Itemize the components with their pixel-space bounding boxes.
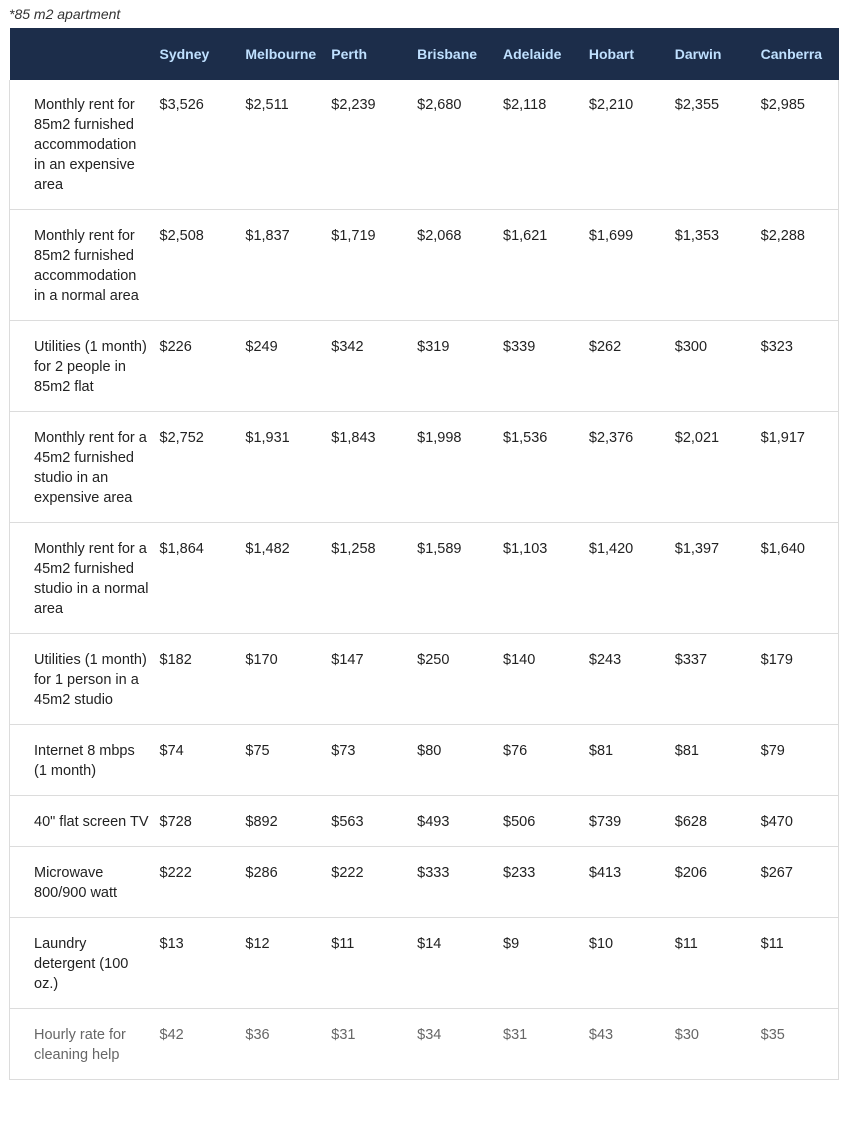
table-row — [10, 80, 839, 210]
row-label: Microwave 800/900 watt — [10, 847, 152, 918]
column-header-darwin: Darwin — [667, 28, 753, 80]
price-cell: $233 — [495, 847, 581, 918]
header-row — [10, 28, 839, 80]
row-label: Utilities (1 month) for 1 person in a 45m2 studio — [10, 634, 152, 725]
price-cell: $333 — [409, 847, 495, 918]
price-cell: $76 — [495, 725, 581, 796]
price-cell: $73 — [323, 725, 409, 796]
price-cell: $1,699 — [581, 210, 667, 321]
column-header-item — [10, 28, 152, 80]
table-row — [10, 1009, 839, 1080]
price-cell: $11 — [323, 918, 409, 1009]
price-cell: $1,640 — [753, 523, 839, 634]
price-cell: $182 — [152, 634, 238, 725]
price-cell: $1,864 — [152, 523, 238, 634]
price-cell: $628 — [667, 796, 753, 847]
price-cell: $42 — [152, 1009, 238, 1080]
price-cell: $9 — [495, 918, 581, 1009]
price-cell: $249 — [237, 321, 323, 412]
price-cell: $1,621 — [495, 210, 581, 321]
column-header-perth: Perth — [323, 28, 409, 80]
table-row — [10, 321, 839, 412]
price-cell: $43 — [581, 1009, 667, 1080]
price-cell: $79 — [753, 725, 839, 796]
price-cell: $1,719 — [323, 210, 409, 321]
price-cell: $170 — [237, 634, 323, 725]
price-cell: $80 — [409, 725, 495, 796]
row-label: Laundry detergent (100 oz.) — [10, 918, 152, 1009]
column-header-adelaide: Adelaide — [495, 28, 581, 80]
table-header — [10, 28, 839, 80]
price-cell: $739 — [581, 796, 667, 847]
price-cell: $1,837 — [237, 210, 323, 321]
price-cell: $1,258 — [323, 523, 409, 634]
price-cell: $1,931 — [237, 412, 323, 523]
row-label: 40" flat screen TV — [10, 796, 152, 847]
price-cell: $226 — [152, 321, 238, 412]
table-row — [10, 523, 839, 634]
cost-of-living-table — [9, 28, 839, 1080]
column-header-sydney: Sydney — [152, 28, 238, 80]
row-label: Monthly rent for a 45m2 furnished studio in a normal area — [10, 523, 152, 634]
price-cell: $140 — [495, 634, 581, 725]
row-label: Monthly rent for 85m2 furnished accommodation in an expensive area — [10, 80, 152, 210]
price-cell: $892 — [237, 796, 323, 847]
table-row — [10, 725, 839, 796]
price-cell: $267 — [753, 847, 839, 918]
price-cell: $250 — [409, 634, 495, 725]
price-cell: $75 — [237, 725, 323, 796]
price-cell: $31 — [495, 1009, 581, 1080]
price-cell: $413 — [581, 847, 667, 918]
price-cell: $30 — [667, 1009, 753, 1080]
price-cell: $1,843 — [323, 412, 409, 523]
price-cell: $323 — [753, 321, 839, 412]
price-cell: $319 — [409, 321, 495, 412]
column-header-canberra: Canberra — [753, 28, 839, 80]
price-cell: $1,397 — [667, 523, 753, 634]
price-cell: $2,355 — [667, 80, 753, 210]
price-cell: $1,917 — [753, 412, 839, 523]
table-row — [10, 634, 839, 725]
price-cell: $286 — [237, 847, 323, 918]
column-header-brisbane: Brisbane — [409, 28, 495, 80]
price-cell: $81 — [667, 725, 753, 796]
price-cell: $2,118 — [495, 80, 581, 210]
price-cell: $13 — [152, 918, 238, 1009]
price-cell: $1,536 — [495, 412, 581, 523]
price-cell: $2,210 — [581, 80, 667, 210]
price-cell: $1,103 — [495, 523, 581, 634]
row-label: Internet 8 mbps (1 month) — [10, 725, 152, 796]
price-cell: $470 — [753, 796, 839, 847]
price-cell: $2,021 — [667, 412, 753, 523]
price-cell: $14 — [409, 918, 495, 1009]
price-cell: $493 — [409, 796, 495, 847]
price-cell: $34 — [409, 1009, 495, 1080]
row-label: Utilities (1 month) for 2 people in 85m2 flat — [10, 321, 152, 412]
price-cell: $206 — [667, 847, 753, 918]
column-header-hobart: Hobart — [581, 28, 667, 80]
price-cell: $2,680 — [409, 80, 495, 210]
price-cell: $337 — [667, 634, 753, 725]
price-cell: $2,239 — [323, 80, 409, 210]
row-label: Monthly rent for 85m2 furnished accommodation in a normal area — [10, 210, 152, 321]
price-cell: $1,353 — [667, 210, 753, 321]
price-cell: $35 — [753, 1009, 839, 1080]
price-cell: $1,482 — [237, 523, 323, 634]
row-label: Monthly rent for a 45m2 furnished studio in an expensive area — [10, 412, 152, 523]
price-cell: $243 — [581, 634, 667, 725]
price-cell: $728 — [152, 796, 238, 847]
price-cell: $1,420 — [581, 523, 667, 634]
price-cell: $2,752 — [152, 412, 238, 523]
price-cell: $2,288 — [753, 210, 839, 321]
price-cell: $2,068 — [409, 210, 495, 321]
price-cell: $2,511 — [237, 80, 323, 210]
row-label: Hourly rate for cleaning help — [10, 1009, 152, 1080]
price-cell: $11 — [753, 918, 839, 1009]
price-cell: $3,526 — [152, 80, 238, 210]
price-cell: $2,508 — [152, 210, 238, 321]
table-caption: *85 m2 apartment — [9, 6, 121, 22]
price-cell: $342 — [323, 321, 409, 412]
price-cell: $506 — [495, 796, 581, 847]
price-cell: $1,589 — [409, 523, 495, 634]
price-cell: $179 — [753, 634, 839, 725]
price-cell: $31 — [323, 1009, 409, 1080]
table-body — [10, 80, 839, 1080]
price-cell: $222 — [152, 847, 238, 918]
price-cell: $1,998 — [409, 412, 495, 523]
price-cell: $300 — [667, 321, 753, 412]
price-cell: $147 — [323, 634, 409, 725]
price-cell: $81 — [581, 725, 667, 796]
table-row — [10, 847, 839, 918]
price-cell: $222 — [323, 847, 409, 918]
table-row — [10, 412, 839, 523]
price-cell: $2,376 — [581, 412, 667, 523]
table-row — [10, 918, 839, 1009]
price-cell: $11 — [667, 918, 753, 1009]
price-cell: $36 — [237, 1009, 323, 1080]
column-header-melbourne: Melbourne — [237, 28, 323, 80]
price-cell: $12 — [237, 918, 323, 1009]
table-row — [10, 210, 839, 321]
price-cell: $262 — [581, 321, 667, 412]
price-cell: $2,985 — [753, 80, 839, 210]
price-cell: $10 — [581, 918, 667, 1009]
table-row — [10, 796, 839, 847]
price-cell: $74 — [152, 725, 238, 796]
price-cell: $339 — [495, 321, 581, 412]
price-cell: $563 — [323, 796, 409, 847]
